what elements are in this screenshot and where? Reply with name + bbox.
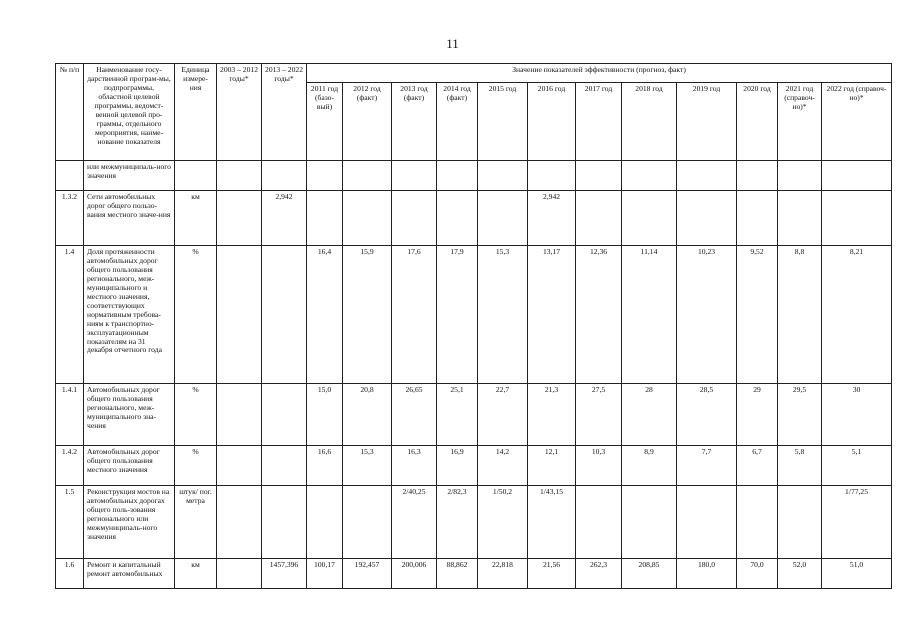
value-cell — [343, 191, 392, 246]
value-cell: 14,2 — [478, 446, 528, 486]
value-cell: 12,36 — [576, 246, 622, 384]
value-2003-2012 — [217, 384, 262, 446]
value-cell: 16,6 — [307, 446, 343, 486]
value-cell — [478, 191, 528, 246]
header-year: 2017 год — [576, 83, 622, 161]
value-cell — [307, 191, 343, 246]
value-cell: 28,5 — [677, 384, 737, 446]
value-cell — [307, 486, 343, 559]
header-number: № п/п — [56, 64, 84, 161]
value-cell — [677, 161, 737, 191]
value-cell — [778, 486, 822, 559]
value-cell — [737, 161, 778, 191]
value-cell — [737, 486, 778, 559]
value-2003-2012 — [217, 246, 262, 384]
value-2013-2022 — [262, 446, 307, 486]
value-cell: 16,3 — [392, 446, 437, 486]
value-2013-2022: 1457,396 — [262, 559, 307, 589]
row-number: 1.3.2 — [56, 191, 84, 246]
value-cell: 5,8 — [778, 446, 822, 486]
value-cell: 1/50,2 — [478, 486, 528, 559]
unit-cell: % — [175, 246, 217, 384]
performance-indicators-table — [55, 63, 892, 589]
value-2003-2012 — [217, 446, 262, 486]
value-cell: 21,3 — [528, 384, 576, 446]
indicator-name: или межмуниципаль-ного значения — [84, 161, 175, 191]
value-cell — [778, 161, 822, 191]
table-row — [56, 161, 892, 191]
unit-cell: км — [175, 191, 217, 246]
table-row — [56, 384, 892, 446]
value-cell: 180,0 — [677, 559, 737, 589]
value-cell: 1/43,15 — [528, 486, 576, 559]
value-cell: 30 — [822, 384, 892, 446]
value-cell: 88,862 — [437, 559, 478, 589]
unit-cell: % — [175, 384, 217, 446]
value-cell — [822, 191, 892, 246]
header-year: 2011 год (базо-вый) — [307, 83, 343, 161]
indicator-name: Автомобильных дорог общего пользования регионального, меж-муниципального зна-чения — [84, 384, 175, 446]
indicator-name: Сети автомобильных дорог общего пользо-вания местного значе-ния — [84, 191, 175, 246]
value-cell: 11,14 — [622, 246, 677, 384]
value-cell: 100,17 — [307, 559, 343, 589]
value-2013-2022: 2,942 — [262, 191, 307, 246]
row-number: 1.5 — [56, 486, 84, 559]
value-2003-2012 — [217, 559, 262, 589]
value-cell: 25,1 — [437, 384, 478, 446]
value-cell — [307, 161, 343, 191]
value-cell: 17,6 — [392, 246, 437, 384]
row-number: 1.4.2 — [56, 446, 84, 486]
value-2013-2022 — [262, 384, 307, 446]
header-year: 2018 год — [622, 83, 677, 161]
value-cell: 8,8 — [778, 246, 822, 384]
value-cell — [576, 486, 622, 559]
header-year: 2012 год (факт) — [343, 83, 392, 161]
header-2003-2012: 2003 – 2012 годы* — [217, 64, 262, 161]
value-cell: 29,5 — [778, 384, 822, 446]
row-number — [56, 161, 84, 191]
value-cell: 15,0 — [307, 384, 343, 446]
header-unit: Единица измере-ния — [175, 64, 217, 161]
header-year: 2015 год — [478, 83, 528, 161]
value-cell: 15,3 — [478, 246, 528, 384]
value-cell: 12,1 — [528, 446, 576, 486]
header-year: 2020 год — [737, 83, 778, 161]
table-row — [56, 559, 892, 589]
value-cell: 29 — [737, 384, 778, 446]
value-cell: 15,3 — [343, 446, 392, 486]
value-cell: 26,65 — [392, 384, 437, 446]
value-cell: 10,3 — [576, 446, 622, 486]
row-number: 1.4 — [56, 246, 84, 384]
header-year: 2013 год (факт) — [392, 83, 437, 161]
value-cell: 192,457 — [343, 559, 392, 589]
value-2003-2012 — [217, 191, 262, 246]
value-cell: 262,3 — [576, 559, 622, 589]
value-2013-2022 — [262, 486, 307, 559]
value-2013-2022 — [262, 161, 307, 191]
unit-cell: % — [175, 446, 217, 486]
indicator-name: Доля протяженности автомобильных дорог общего пользования регионального, меж-муниципального и местного значения, соответствующих нормативным требова-ниям к транспортно-эксплуатационным показателям на 31 декабря отчетного года — [84, 246, 175, 384]
value-cell: 16,4 — [307, 246, 343, 384]
header-year: 2014 год (факт) — [437, 83, 478, 161]
value-cell: 8,21 — [822, 246, 892, 384]
value-cell — [392, 161, 437, 191]
value-cell: 20,8 — [343, 384, 392, 446]
value-cell — [437, 161, 478, 191]
value-cell — [622, 161, 677, 191]
unit-cell — [175, 161, 217, 191]
value-cell — [576, 191, 622, 246]
value-cell: 5,1 — [822, 446, 892, 486]
value-2013-2022 — [262, 246, 307, 384]
value-cell: 9,52 — [737, 246, 778, 384]
header-row-top — [56, 64, 892, 83]
value-cell: 200,006 — [392, 559, 437, 589]
value-cell: 2,942 — [528, 191, 576, 246]
value-cell — [622, 191, 677, 246]
value-cell — [778, 191, 822, 246]
indicator-name: Автомобильных дорог общего пользования местного значения — [84, 446, 175, 486]
value-cell: 27,5 — [576, 384, 622, 446]
header-name: Наименование госу-дарственной програм-мы, подпрограммы, областной целевой программы, ведомст-венной целевой про-граммы, отдельного мероприятия, наиме-нование показателя — [84, 64, 175, 161]
value-cell — [392, 191, 437, 246]
value-cell: 52,0 — [778, 559, 822, 589]
page-number: 11 — [446, 36, 459, 51]
header-year: 2021 год (справоч-но)* — [778, 83, 822, 161]
unit-cell: штук/ пог. метра — [175, 486, 217, 559]
value-cell: 7,7 — [677, 446, 737, 486]
value-cell — [343, 486, 392, 559]
value-cell — [677, 486, 737, 559]
value-cell: 208,85 — [622, 559, 677, 589]
value-cell — [343, 161, 392, 191]
value-cell — [737, 191, 778, 246]
value-cell: 70,0 — [737, 559, 778, 589]
value-cell: 28 — [622, 384, 677, 446]
header-2013-2022: 2013 – 2022 годы* — [262, 64, 307, 161]
row-number: 1.4.1 — [56, 384, 84, 446]
value-cell: 2/82,3 — [437, 486, 478, 559]
value-cell: 2/40,25 — [392, 486, 437, 559]
header-year: 2019 год — [677, 83, 737, 161]
value-cell: 16,9 — [437, 446, 478, 486]
value-cell — [822, 161, 892, 191]
value-cell: 15,9 — [343, 246, 392, 384]
value-cell: 6,7 — [737, 446, 778, 486]
table-row — [56, 246, 892, 384]
value-cell: 1/77,25 — [822, 486, 892, 559]
header-year: 2022 год (справоч-но)* — [822, 83, 892, 161]
value-cell: 13,17 — [528, 246, 576, 384]
value-cell: 51,0 — [822, 559, 892, 589]
value-cell — [576, 161, 622, 191]
table-row — [56, 191, 892, 246]
value-2003-2012 — [217, 161, 262, 191]
header-indicator-group: Значение показателей эффективности (прогноз, факт) — [307, 64, 892, 83]
value-cell: 17,9 — [437, 246, 478, 384]
value-cell — [622, 486, 677, 559]
table-row — [56, 446, 892, 486]
table-row — [56, 486, 892, 559]
indicator-name: Реконструкция мостов на автомобильных дорогах общего поль-зования регионального или межмуниципаль-ного значения — [84, 486, 175, 559]
value-cell — [437, 191, 478, 246]
value-2003-2012 — [217, 486, 262, 559]
row-number: 1.6 — [56, 559, 84, 589]
indicator-name: Ремонт и капитальный ремонт автомобильных — [84, 559, 175, 589]
value-cell: 10,23 — [677, 246, 737, 384]
value-cell — [528, 161, 576, 191]
value-cell: 8,9 — [622, 446, 677, 486]
value-cell — [677, 191, 737, 246]
unit-cell: км — [175, 559, 217, 589]
header-year: 2016 год — [528, 83, 576, 161]
value-cell: 22,7 — [478, 384, 528, 446]
value-cell — [478, 161, 528, 191]
value-cell: 21,56 — [528, 559, 576, 589]
value-cell: 22,818 — [478, 559, 528, 589]
